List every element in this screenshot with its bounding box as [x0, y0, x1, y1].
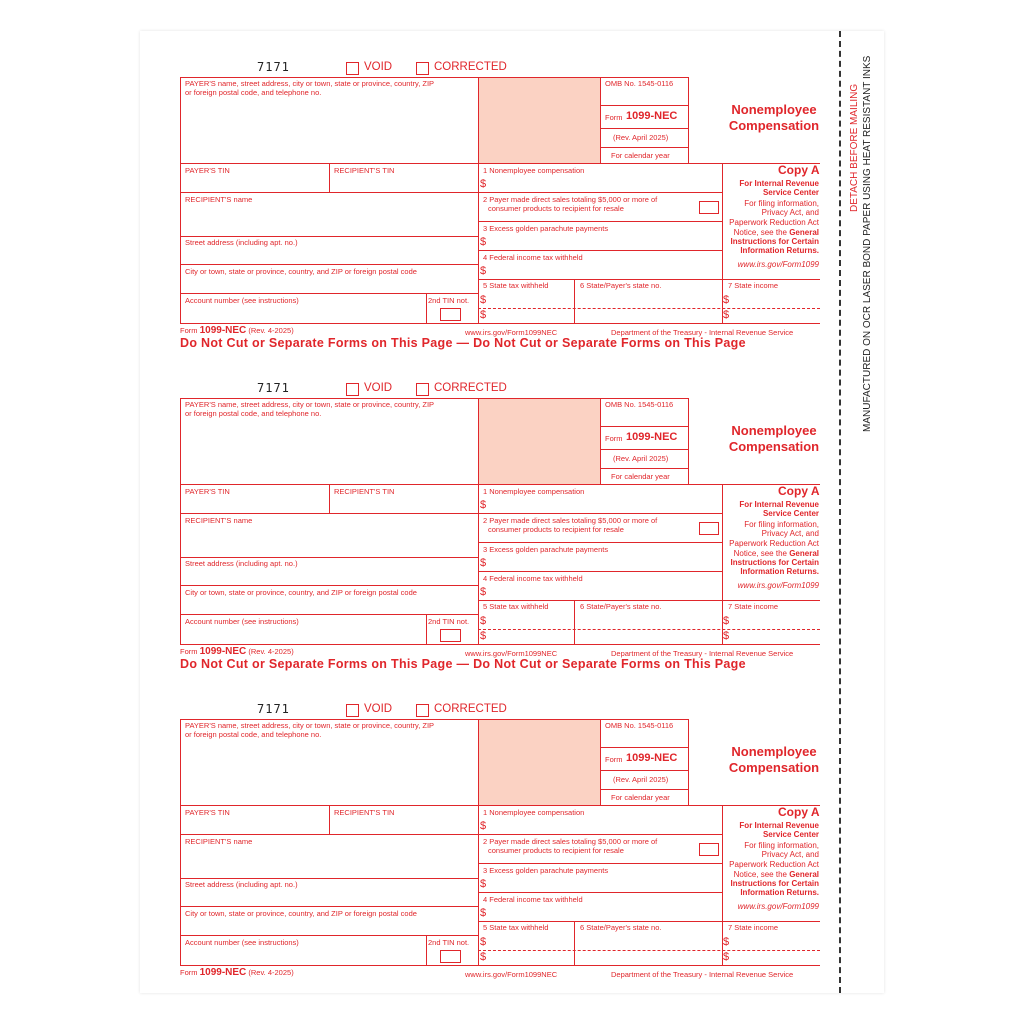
box1-dollar: $ — [480, 499, 487, 511]
recipient-name-label: RECIPIENT'S name — [185, 516, 253, 525]
info-line-6: Information Returns. — [740, 567, 819, 576]
recipient-name-field[interactable] — [181, 847, 477, 877]
shaded-box — [478, 399, 600, 484]
info-line-3: Paperwork Reduction Act — [729, 218, 819, 227]
box6-field[interactable] — [576, 935, 721, 964]
form-rule-line — [478, 921, 820, 922]
footer-form-word: Form — [180, 968, 198, 977]
form-rule-line — [600, 449, 688, 450]
form-rule-line — [478, 77, 479, 323]
box1-field[interactable] — [489, 819, 719, 833]
box7-dollar: $ — [723, 294, 730, 306]
form-rule-line — [180, 323, 820, 324]
no-cut-notice-2: Do Not Cut or Separate Forms on This Page — Do Not Cut or Separate Forms on This Page — [180, 657, 746, 671]
recipient-tin-label: RECIPIENT'S TIN — [334, 487, 395, 496]
box3-dollar: $ — [480, 557, 487, 569]
detach-notice: DETACH BEFORE MAILING — [849, 83, 860, 212]
payer-name-field[interactable] — [181, 740, 477, 804]
form-title-2: Compensation — [728, 760, 820, 775]
box2-checkbox[interactable] — [699, 522, 719, 535]
box7-dollar-2: $ — [723, 630, 730, 642]
calendar-year-label: For calendar year — [611, 151, 670, 160]
box2-label-2: consumer products to recipient for resale — [488, 204, 624, 213]
box5-dollar: $ — [480, 936, 487, 948]
info-line-4a: Notice, see the — [733, 870, 790, 879]
footer-form-rev: (Rev. 4-2025) — [248, 968, 294, 977]
box2-checkbox[interactable] — [699, 201, 719, 214]
omb-number: OMB No. 1545-0116 — [605, 400, 674, 409]
corrected-checkbox[interactable] — [416, 62, 429, 75]
account-field[interactable] — [181, 948, 425, 964]
form-rule-line — [180, 805, 820, 806]
payer-name-label-1: PAYER'S name, street address, city or town, state or province, country, ZIP — [185, 400, 435, 409]
payer-name-field[interactable] — [181, 98, 477, 162]
account-field[interactable] — [181, 627, 425, 643]
form-rule-line — [180, 834, 722, 835]
irs-web-link[interactable]: www.irs.gov/Form1099 — [737, 902, 819, 911]
footer-department: Department of the Treasury - Internal Revenue Service — [611, 649, 794, 658]
box5-dollar: $ — [480, 615, 487, 627]
box5-label: 5 State tax withheld — [483, 923, 549, 932]
form-rule-line — [600, 770, 688, 771]
irs-web-link[interactable]: www.irs.gov/Form1099 — [737, 581, 819, 590]
box7-field[interactable] — [732, 935, 818, 964]
form-rule-line — [426, 614, 427, 644]
footer-form-name: 1099-NEC — [199, 646, 247, 657]
box7-label: 7 State income — [728, 602, 779, 611]
form-rule-line — [478, 542, 722, 543]
box5-field[interactable] — [489, 935, 573, 964]
payer-name-label-1: PAYER'S name, street address, city or town, state or province, country, ZIP — [185, 721, 435, 730]
box3-dollar: $ — [480, 236, 487, 248]
box3-dollar: $ — [480, 878, 487, 890]
payer-tin-field[interactable] — [181, 175, 328, 191]
info-line-6: Information Returns. — [740, 888, 819, 897]
form-title-1: Nonemployee — [731, 744, 817, 759]
box2-label-1: 2 Payer made direct sales totaling $5,000 or more of — [483, 837, 658, 846]
footer-form-name: 1099-NEC — [199, 967, 247, 978]
info-line-3: Paperwork Reduction Act — [729, 539, 819, 548]
box1-dollar: $ — [480, 820, 487, 832]
form-rule-line — [180, 965, 820, 966]
form-rule-line — [180, 644, 820, 645]
form-rule-line — [600, 747, 688, 748]
box4-field[interactable] — [489, 906, 719, 920]
box7-field[interactable] — [732, 614, 818, 643]
corrected-label: CORRECTED — [434, 61, 507, 73]
form-rule-line — [574, 279, 575, 323]
form-rule-line — [180, 513, 722, 514]
street-label: Street address (including apt. no.) — [185, 238, 298, 247]
city-label: City or town, state or province, country, and ZIP or foreign postal code — [185, 267, 417, 276]
form-rule-line — [426, 935, 427, 965]
form-rule-line — [478, 892, 722, 893]
recipient-name-field[interactable] — [181, 526, 477, 556]
form-rule-line — [688, 77, 689, 163]
form-rule-line — [688, 719, 689, 805]
form-rule-line — [600, 398, 601, 484]
form-rule-line — [574, 600, 575, 644]
corrected-label: CORRECTED — [434, 382, 507, 394]
box2-label-2: consumer products to recipient for resale — [488, 525, 624, 534]
omb-number: OMB No. 1545-0116 — [605, 79, 674, 88]
recipient-tin-label: RECIPIENT'S TIN — [334, 166, 395, 175]
box7-label: 7 State income — [728, 281, 779, 290]
box4-label: 4 Federal income tax withheld — [483, 574, 583, 583]
footer-form-word: Form — [180, 326, 198, 335]
footer-url[interactable]: www.irs.gov/Form1099NEC — [465, 649, 558, 658]
calendar-year-label: For calendar year — [611, 472, 670, 481]
recipient-name-label: RECIPIENT'S name — [185, 837, 253, 846]
info-line-4a: Notice, see the — [733, 228, 790, 237]
street-field[interactable] — [181, 569, 477, 584]
box1-label: 1 Nonemployee compensation — [483, 166, 585, 175]
form-title-2: Compensation — [728, 118, 820, 133]
box4-field[interactable] — [489, 264, 719, 278]
city-label: City or town, state or province, country, and ZIP or foreign postal code — [185, 588, 417, 597]
box4-label: 4 Federal income tax withheld — [483, 253, 583, 262]
box1-field[interactable] — [489, 498, 719, 512]
payer-name-field[interactable] — [181, 419, 477, 483]
irs-line-2: Service Center — [762, 509, 819, 518]
irs-web-link[interactable]: www.irs.gov/Form1099 — [737, 260, 819, 269]
box6-field[interactable] — [576, 293, 721, 322]
form-code: 7171 — [257, 381, 290, 395]
form-rule-line — [180, 77, 688, 78]
irs-line-1: For Internal Revenue — [739, 821, 819, 830]
form-rule-line — [478, 719, 479, 965]
form-title-2: Compensation — [728, 439, 820, 454]
form-rule-line — [426, 293, 427, 323]
box3-label: 3 Excess golden parachute payments — [483, 224, 609, 233]
tin-not-checkbox[interactable] — [440, 308, 461, 321]
form-rule-line — [478, 279, 820, 280]
info-line-4b: General — [789, 870, 819, 879]
form-revision: (Rev. April 2025) — [613, 133, 669, 142]
footer-form-name: 1099-NEC — [199, 325, 247, 336]
info-line-2: Privacy Act, and — [761, 529, 819, 538]
tin-not-label: 2nd TIN not. — [428, 617, 470, 626]
box7-field[interactable] — [732, 293, 818, 322]
corrected-label: CORRECTED — [434, 703, 507, 715]
irs-line-1: For Internal Revenue — [739, 500, 819, 509]
box6-label: 6 State/Payer's state no. — [580, 923, 662, 932]
form-rule-line — [600, 426, 688, 427]
void-label: VOID — [364, 61, 393, 73]
box3-field[interactable] — [489, 556, 719, 570]
form-word: Form — [605, 113, 623, 122]
tin-not-checkbox[interactable] — [440, 950, 461, 963]
payer-name-label-2: or foreign postal code, and telephone no. — [185, 409, 322, 418]
box2-label-1: 2 Payer made direct sales totaling $5,000 or more of — [483, 516, 658, 525]
form-rule-line — [180, 484, 820, 485]
street-field[interactable] — [181, 890, 477, 905]
form-rule-line — [180, 585, 478, 586]
box1-label: 1 Nonemployee compensation — [483, 487, 585, 496]
void-checkbox[interactable] — [346, 62, 359, 75]
form-rule-line — [180, 192, 722, 193]
form-rule-line — [180, 398, 688, 399]
form-title-1: Nonemployee — [731, 102, 817, 117]
form-code: 7171 — [257, 60, 290, 74]
form-rule-line — [180, 264, 478, 265]
shaded-box — [478, 720, 600, 805]
footer-url[interactable]: www.irs.gov/Form1099NEC — [465, 328, 558, 337]
box4-dollar: $ — [480, 265, 487, 277]
shaded-box — [478, 78, 600, 163]
box5-label: 5 State tax withheld — [483, 281, 549, 290]
form-rule-line — [180, 719, 688, 720]
box5-dollar-2: $ — [480, 309, 487, 321]
box7-dollar-2: $ — [723, 309, 730, 321]
box3-label: 3 Excess golden parachute payments — [483, 545, 609, 554]
form-rule-line — [180, 557, 478, 558]
form-rule-line — [478, 571, 722, 572]
box6-label: 6 State/Payer's state no. — [580, 602, 662, 611]
footer-form-rev: (Rev. 4-2025) — [248, 326, 294, 335]
form-name: 1099-NEC — [626, 431, 678, 443]
form-name: 1099-NEC — [626, 752, 678, 764]
tin-not-label: 2nd TIN not. — [428, 296, 470, 305]
irs-line-2: Service Center — [762, 188, 819, 197]
info-line-1: For filing information, — [744, 520, 819, 529]
calendar-year-label: For calendar year — [611, 793, 670, 802]
recipient-tin-field[interactable] — [330, 175, 477, 191]
box3-field[interactable] — [489, 235, 719, 249]
box1-dollar: $ — [480, 178, 487, 190]
irs-line-2: Service Center — [762, 830, 819, 839]
box5-label: 5 State tax withheld — [483, 602, 549, 611]
box6-label: 6 State/Payer's state no. — [580, 281, 662, 290]
recipient-tin-field[interactable] — [330, 817, 477, 833]
info-line-5: Instructions for Certain — [730, 558, 819, 567]
form-rule-line — [478, 863, 722, 864]
info-line-4b: General — [789, 228, 819, 237]
form-rule-line — [600, 105, 688, 106]
account-label: Account number (see instructions) — [185, 296, 299, 305]
city-label: City or town, state or province, country, and ZIP or foreign postal code — [185, 909, 417, 918]
form-rule-line — [180, 614, 478, 615]
form-rule-line — [180, 236, 478, 237]
box1-field[interactable] — [489, 177, 719, 191]
account-label: Account number (see instructions) — [185, 938, 299, 947]
box5-field[interactable] — [489, 614, 573, 643]
info-line-3: Paperwork Reduction Act — [729, 860, 819, 869]
payer-tin-label: PAYER'S TIN — [185, 487, 230, 496]
street-field[interactable] — [181, 248, 477, 263]
city-field[interactable] — [181, 277, 477, 292]
void-checkbox[interactable] — [346, 704, 359, 717]
form-rule-line — [180, 293, 478, 294]
box4-dollar: $ — [480, 586, 487, 598]
void-label: VOID — [364, 382, 393, 394]
copy-a-label: Copy A — [778, 484, 820, 498]
footer-url[interactable]: www.irs.gov/Form1099NEC — [465, 970, 558, 979]
form-rule-line — [478, 221, 722, 222]
tin-not-label: 2nd TIN not. — [428, 938, 470, 947]
form-rule-line — [478, 250, 722, 251]
payer-name-label-1: PAYER'S name, street address, city or town, state or province, country, ZIP — [185, 79, 435, 88]
payer-tin-field[interactable] — [181, 496, 328, 512]
copy-a-label: Copy A — [778, 805, 820, 819]
form-rule-line — [478, 600, 820, 601]
form-copy-3 — [0, 674, 1024, 979]
payer-tin-field[interactable] — [181, 817, 328, 833]
info-line-1: For filing information, — [744, 199, 819, 208]
box2-checkbox[interactable] — [699, 843, 719, 856]
form-rule-line — [180, 878, 478, 879]
form-rule-line — [574, 921, 575, 965]
paper-notice: MANUFACTURED ON OCR LASER BOND PAPER USING HEAT RESISTANT INKS — [862, 55, 873, 432]
city-field[interactable] — [181, 598, 477, 613]
street-label: Street address (including apt. no.) — [185, 880, 298, 889]
corrected-checkbox[interactable] — [416, 704, 429, 717]
recipient-tin-field[interactable] — [330, 496, 477, 512]
form-rule-line — [600, 147, 688, 148]
tin-not-checkbox[interactable] — [440, 629, 461, 642]
footer-form-rev: (Rev. 4-2025) — [248, 647, 294, 656]
info-line-1: For filing information, — [744, 841, 819, 850]
form-word: Form — [605, 755, 623, 764]
corrected-checkbox[interactable] — [416, 383, 429, 396]
box3-label: 3 Excess golden parachute payments — [483, 866, 609, 875]
box1-label: 1 Nonemployee compensation — [483, 808, 585, 817]
form-revision: (Rev. April 2025) — [613, 454, 669, 463]
box7-dollar: $ — [723, 936, 730, 948]
box7-label: 7 State income — [728, 923, 779, 932]
form-copy-2 — [0, 353, 1024, 658]
omb-number: OMB No. 1545-0116 — [605, 721, 674, 730]
box2-label-1: 2 Payer made direct sales totaling $5,000 or more of — [483, 195, 658, 204]
copy-a-label: Copy A — [778, 163, 820, 177]
box5-dollar: $ — [480, 294, 487, 306]
no-cut-notice-1: Do Not Cut or Separate Forms on This Page — Do Not Cut or Separate Forms on This Page — [180, 336, 746, 350]
box7-dollar-2: $ — [723, 951, 730, 963]
form-rule-line — [478, 398, 479, 644]
info-line-5: Instructions for Certain — [730, 879, 819, 888]
payer-name-label-2: or foreign postal code, and telephone no. — [185, 730, 322, 739]
footer-form-word: Form — [180, 647, 198, 656]
irs-line-1: For Internal Revenue — [739, 179, 819, 188]
form-rule-line — [180, 935, 478, 936]
footer-form — [180, 325, 294, 336]
form-rule-line — [600, 468, 688, 469]
payer-tin-label: PAYER'S TIN — [185, 808, 230, 817]
form-revision: (Rev. April 2025) — [613, 775, 669, 784]
account-label: Account number (see instructions) — [185, 617, 299, 626]
box4-dollar: $ — [480, 907, 487, 919]
form-rule-line — [600, 789, 688, 790]
info-line-2: Privacy Act, and — [761, 208, 819, 217]
form-title-1: Nonemployee — [731, 423, 817, 438]
form-rule-line — [688, 398, 689, 484]
box2-label-2: consumer products to recipient for resale — [488, 846, 624, 855]
street-label: Street address (including apt. no.) — [185, 559, 298, 568]
footer-form — [180, 646, 294, 657]
box6-field[interactable] — [576, 614, 721, 643]
city-field[interactable] — [181, 919, 477, 934]
form-rule-line — [180, 163, 820, 164]
box3-field[interactable] — [489, 877, 719, 891]
footer-form — [180, 967, 294, 978]
form-rule-line — [600, 719, 601, 805]
info-line-5: Instructions for Certain — [730, 237, 819, 246]
box7-dollar: $ — [723, 615, 730, 627]
form-rule-line — [180, 906, 478, 907]
info-line-4a: Notice, see the — [733, 549, 790, 558]
form-rule-line — [600, 128, 688, 129]
box5-field[interactable] — [489, 293, 573, 322]
form-name: 1099-NEC — [626, 110, 678, 122]
footer-department: Department of the Treasury - Internal Revenue Service — [611, 328, 794, 337]
recipient-name-label: RECIPIENT'S name — [185, 195, 253, 204]
form-word: Form — [605, 434, 623, 443]
info-line-4b: General — [789, 549, 819, 558]
box4-field[interactable] — [489, 585, 719, 599]
recipient-name-field[interactable] — [181, 205, 477, 235]
box5-dollar-2: $ — [480, 630, 487, 642]
box4-label: 4 Federal income tax withheld — [483, 895, 583, 904]
form-code: 7171 — [257, 702, 290, 716]
void-checkbox[interactable] — [346, 383, 359, 396]
account-field[interactable] — [181, 306, 425, 322]
footer-department: Department of the Treasury - Internal Revenue Service — [611, 970, 794, 979]
form-copy-1 — [0, 32, 1024, 337]
info-line-2: Privacy Act, and — [761, 850, 819, 859]
recipient-tin-label: RECIPIENT'S TIN — [334, 808, 395, 817]
box5-dollar-2: $ — [480, 951, 487, 963]
void-label: VOID — [364, 703, 393, 715]
form-rule-line — [600, 77, 601, 163]
info-line-6: Information Returns. — [740, 246, 819, 255]
payer-tin-label: PAYER'S TIN — [185, 166, 230, 175]
payer-name-label-2: or foreign postal code, and telephone no. — [185, 88, 322, 97]
